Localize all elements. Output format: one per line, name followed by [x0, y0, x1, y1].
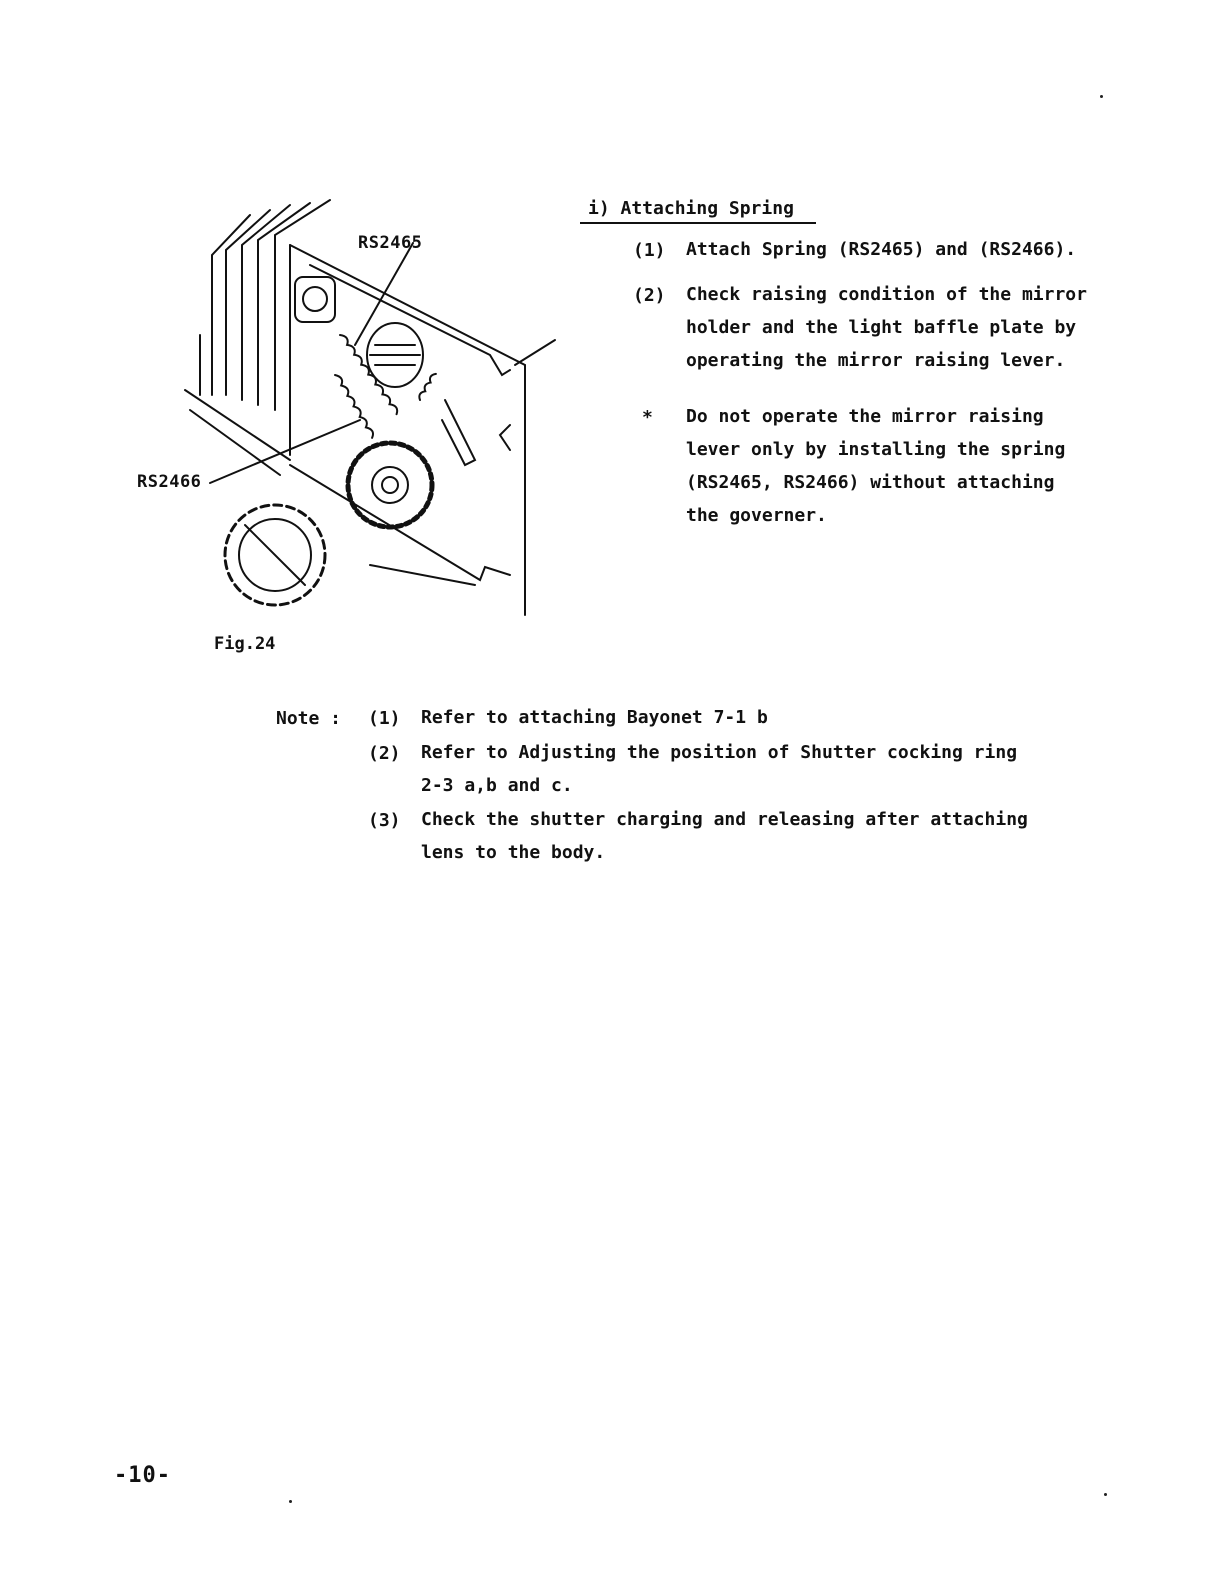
boss-screw	[303, 287, 327, 311]
step-1-number: (1)	[633, 240, 666, 261]
caution-mark: *	[642, 407, 653, 428]
mirror-raising-lever	[442, 400, 475, 465]
label-rs2465: RS2465	[358, 233, 423, 253]
step-2-number: (2)	[633, 285, 666, 306]
gear	[348, 443, 432, 527]
scan-speck	[289, 1500, 292, 1503]
mechanism-drawing	[130, 195, 570, 635]
label-rs2466: RS2466	[137, 472, 202, 492]
note-3-text	[421, 803, 1028, 869]
note-line: Refer to Adjusting the position of Shutter cocking ring	[421, 742, 1018, 763]
figure-caption: Fig.24	[214, 634, 276, 654]
note-2-number: (2)	[368, 743, 401, 764]
note-3-number: (3)	[368, 810, 401, 831]
scan-speck	[1104, 1493, 1107, 1496]
caution-line: lever only by installing the spring	[686, 439, 1066, 460]
page-number: -10-	[114, 1463, 171, 1488]
boss-plate	[295, 277, 335, 322]
caution-text	[686, 400, 1065, 532]
note-line: Check the shutter charging and releasing after attaching	[421, 809, 1028, 830]
fin-4	[258, 203, 310, 405]
leader-rs2466	[210, 420, 360, 483]
note-line: lens to the body.	[421, 842, 606, 863]
step-2-text	[686, 278, 1087, 377]
note-line: 2-3 a,b and c.	[421, 775, 573, 796]
step-2-line: holder and the light baffle plate by	[686, 317, 1077, 338]
fig24-illustration	[130, 195, 570, 635]
note-1-text	[421, 701, 768, 734]
caution-line: Do not operate the mirror raising	[686, 406, 1044, 427]
spring-rs2466	[326, 373, 383, 438]
scan-speck	[1100, 95, 1103, 98]
step-2-line: Check raising condition of the mirror	[686, 284, 1087, 305]
note-1-number: (1)	[368, 708, 401, 729]
note-line: Refer to attaching Bayonet 7-1 b	[421, 707, 768, 728]
step-2-line: operating the mirror raising lever.	[686, 350, 1066, 371]
fin-2	[226, 210, 270, 395]
caution-line: the governer.	[686, 505, 827, 526]
section-heading: i) Attaching Spring	[580, 198, 816, 224]
caution-line: (RS2465, RS2466) without attaching	[686, 472, 1055, 493]
step-1-text: Attach Spring (RS2465) and (RS2466).	[686, 239, 1077, 260]
leader-rs2465	[355, 243, 413, 345]
note-2-text	[421, 736, 1017, 802]
gear-hub	[372, 467, 408, 503]
note-label: Note :	[276, 708, 342, 729]
fin-5	[275, 200, 330, 410]
